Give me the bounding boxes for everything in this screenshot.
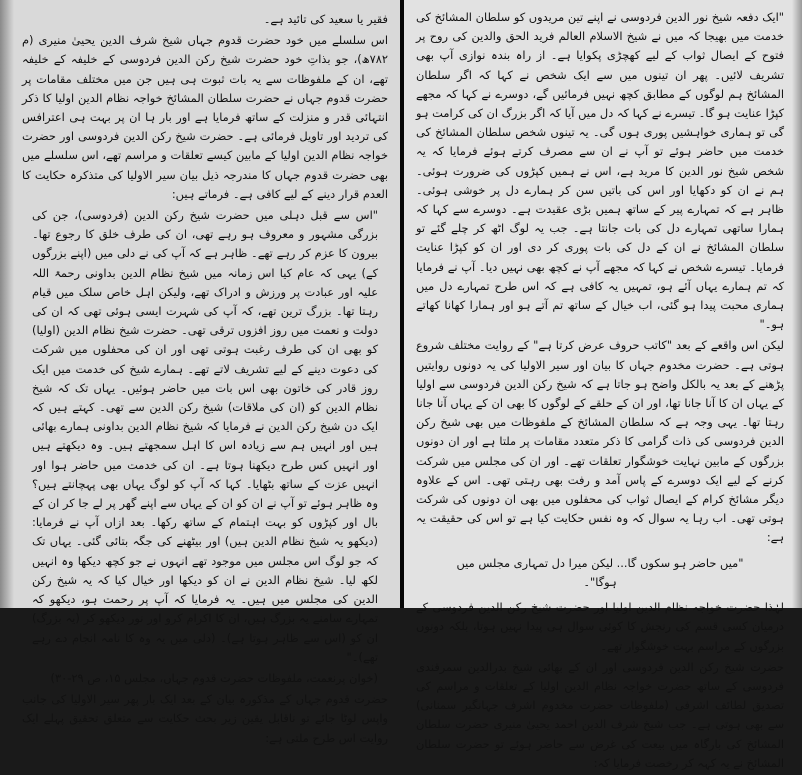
- right-paragraph: لیکن اس واقعے کے بعد "کاتب حروف عرض کرتا ہے" کے روایت مختلف شروع ہوتی ہے۔ حضرت مخدوم جہاں کا بیان اور سیر الاولیا کی یہ دونوں روایتیں پڑھنے کے بعد یہ بالکل واضح ہو جاتا ہے کہ شیخ رکن الدین فردوسی سے اولیا کے یہاں ان کا آنا جانا تھا، اور ان کے حلقے کے لوگوں کا بھی ان کے یہاں آنا جانا رہتا تھا۔ یہی وجہ ہے کہ سلطان المشائخ کے ملفوظات میں بھی شیخ رکن الدین فردوسی کی ذات گرامی کا ذکر متعدد مقامات پر ملتا ہے اور ان دونوں بزرگوں کے مابین نہایت خوشگوار تعلقات تھے۔ اور ان کی مجلس میں شرکت کرنے کے لیے ایک دوسرے کے پاس آمد و رفت بھی رہتی تھی۔ اس کے علاوہ دیگر مشائخ کرام کے ایصال ثواب کی محفلوں میں بھی ان دونوں کی شرکت ہوتی تھی۔ اب رہا یہ سوال کہ وہ نفس حکایت کیا ہے تو اس کی حقیقت یہ ہے:: [416, 338, 784, 545]
- left-page: [0, 0, 400, 745]
- left-quote: "اس سے قبل دہلی میں حضرت شیخ رکن الدین (فردوسی)، جن کی بزرگی مشہور و معروف ہو رہے تھی، ان کی طرف خلق کا رجوع تھا۔ بیرون کا عزم کر رہے تھے۔ ظاہر ہے کہ آپ کی نے دلی میں (اپنے بزرگوں کے) یہی کہ عام کیا اس زمانہ میں شیخ نظام الدین بداونی رحمۃ اللہ علیہ اور عبادت پر ورزش و ادراک تھے، ولیکن اہل خاص سلک میں قیام رہتا تھا۔ بزرگ ترین تھے، کہ آپ کی شہرت ایسی ہوئی تھی کہ ان کی دولت و نعمت میں روز افزوں ترقی تھی۔ حضرت شیخ نظام الدین (اولیا) کو بھی ان کی طرف رغبت ہوتی تھی اور ان کی محفلوں میں شرکت کی دعوت دینے کے لیے تشریف لاتے تھے۔ ہمارے شیخ کی خدمت میں ایک روز قادر کی خاتون بھی اس بات میں حاضر ہوئیں۔ یہاں تک کہ شیخ نظام الدین کو (ان کی ملاقات) شیخ رکن الدین سے تھی۔ کہتے ہیں کہ ایک دن شیخ رکن الدین نے فرمایا کہ شیخ نظام الدین بداونی ہمارے بھائی ہیں اور انہیں ہم سے زیادہ اس کا اہل سمجھتے ہیں۔ وہ دیکھتے ہیں اور انہیں کس طرح دیکھنا ہوتا ہے۔ ان کی خدمت میں حاضر ہوا اور انہیں عزت کے ساتھ بٹھایا۔ کہا کہ آپ کو لوگ یہاں بھی پہچانتے ہیں؟ وہ ظاہر ہوئے تو آپ نے ان کو ان کے یہاں سے اپنے گھر پر لے جا کر ان کے بال اور کپڑوں کو بہت اہتمام کے ساتھ رکھا۔ بعد ازاں آپ نے فرمایا: (دیکھو یہ شیخ نظام الدین ہیں) اور بیٹھنے کی جگہ بتائی گئی۔ یہاں تک کہ جو لوگ اس مجلس میں موجود تھے انہوں نے جو کچھ دیکھا وہ انہیں لکھ لیا۔ شیخ نظام الدین نے ان کو دیکھا اور خیال کیا کہ یہ شیخ رکن الدین کی مجلس میں ہیں۔ یہ فرمایا کہ آپ پر رحمت ہو، دیکھو کہ تمہارے سامنے یہ بزرگ ہیں، ان کا اکرام کرو اور نور دیکھو کر (یہ بزرگ) ان کو (اس سے ظاہر ہوتا ہے)۔ (دلی میں یہ وہ کا نامہ انجام دے رہے تھے)۔": [32, 208, 378, 664]
- right-page: [404, 0, 802, 770]
- right-page-text: [416, 8, 784, 775]
- left-citation: (خوان پرنعمت، ملفوظات حضرت قدوم جہاں، مجلس ۱۵، ص ۲۹-۳۰): [50, 670, 378, 685]
- right-paragraph: حضرت شیخ رکن الدین فردوسی اور ان کے بھائی شیخ بدرالدین سمرقندی فردوسی کے ساتھ حضرت خواجہ نظام الدین اولیا کے تعلقات و مراسم کی تصدیق لطائف اشرفی (ملفوظات حضرت مخدوم اشرف جہانگیر سمنانی) سے بھی ہوتی ہے۔ جب شیخ شرف الدین احمد یحییٰ منیری حضرت سلطان المشائخ کی بارگاہ میں بیعت کی غرض سے حاضر ہوئے تو حضرت سلطان المشائخ نے یہ کہہ کر رخصت فرمایا کہ:: [416, 659, 784, 770]
- left-paragraph: اس سلسلے میں خود حضرت قدوم جہاں شیخ شرف الدین یحییٰ منیری (م ۷۸۲ھ)، جو بذاتِ خود حضرت شیخ رکن الدین فردوسی کے خلیفہ کے خلیفہ تھے، ان کے ملفوظات سے یہ بات ثبوت ہی ہیں جن میں مختلف مقامات پر حضرت قدوم جہاں نے حضرت سلطان المشائخ خواجہ نظام الدین اولیا کا ذکر انتہائی قدر و منزلت کے ساتھ فرمایا ہے اور بار ہا ان پر بہت ہی اعترافس کی تردید اور تاویل فرمائی ہے۔ حضرت شیخ رکن الدین فردوسی اور حضرت خواجہ نظام الدین اولیا کے مابین کیسے تعلقات و مراسم تھے، اس سلسلے میں بھی حضرت قدوم جہاں کا مندرجہ ذیل بیان سیر الاولیا کی متذکرہ حکایت کا العدم قرار دینے کے لیے کافی ہے۔ فرماتے ہیں:: [22, 33, 388, 201]
- left-page-text: [22, 10, 388, 750]
- right-paragraph: "ایک دفعہ شیخ نور الدین فردوسی نے اپنے تین مریدوں کو سلطان المشائخ کی خدمت میں بھیجا کہ میں نے شیخ الاسلام العالم فرید الحق والدین کی روح پر فتوح کے ایصال ثواب کے لیے کھچڑی پکوایا ہے۔ از راہ بندہ نوازی آپ بھی تشریف لائیں۔ پھر ان تینوں میں سے ایک شخص نے کہا کہ اگر سلطان المشائخ ہم لوگوں کے مطابق کچھ نہیں فرمائیں گے، دوسرے نے کہا کہ مجھے کپڑا عنایت ہو گا۔ تیسرے نے کہا کہ دل میں آیا کہ اگر بزرگ ان کی کرامت ہو گی تو ہماری خواہشیں پوری ہوں گی۔ یہ تینوں شخص سلطان المشائخ کی خدمت میں حاضر ہوئے تو آپ نے ان سے مصرف کرتے ہوئے فرمایا کہ یہ شخص شیخ نور الدین کا مرید ہے، اس نے ہمیں کپڑوں کی ضرورت ہوئی۔ ہم نے ان کو دکھایا اور اس کی باتیں سن کر ہمارے دل پر خوشی ہوئی۔ ظاہر ہے کہ تمہارے پیر کے ساتھ ہمیں بڑی عقیدت ہے۔ دوسرے سے کہا کہ ہمارا ساتھی تمہارے دل کی بات جانتا ہے۔ جب یہ لوگ اٹھ کر چلے گئے تو سلطان المشائخ نے ان کے دل کی بات پوری کر دی اور ان کو کپڑا عنایت فرمایا۔ تیسرے شخص نے کہا کہ مجھے آپ نے کچھ بھی نہیں دیا۔ آپ نے فرمایا کہ تم ہمارے یہاں آئے ہو، تمہیں یہ کافی ہے کہ اس طرح تمہارے دل میں ہماری محبت پیدا ہو گئی، اب خیال کے ساتھ تم آتے ہو اور ہمارا کھانا کھاتے ہو۔": [416, 10, 784, 332]
- left-closing: حضرت قدوم جہاں کے مذکورہ بیان کے بعد ایک بار پھر سیر الاولیا کی جانب واپس لوٹا جائے تو ناقابل یقین زیر بحث حکایت سے متعلق تحقیق پہلے ایک روایت اس طرح ملتی ہے:: [22, 692, 388, 745]
- left-paragraph: فقیر یا سعید کی تائید ہے۔: [263, 12, 388, 26]
- right-paragraph: لہٰذا حضرت خواجہ نظام الدین اولیا اور حضرت شیخ رکن الدین فردوسی کے درمیان کسی قسم کی رنجش کا کوئی سوال ہی پیدا نہیں ہوتا، بلکہ دونوں بزرگوں کے مراسم بہت خوشگوار تھے۔: [416, 600, 784, 653]
- right-short-quote: "میں حاضر ہو سکوں گا... لیکن میرا دل تمہاری مجلس میں ہوگا"۔: [456, 555, 744, 589]
